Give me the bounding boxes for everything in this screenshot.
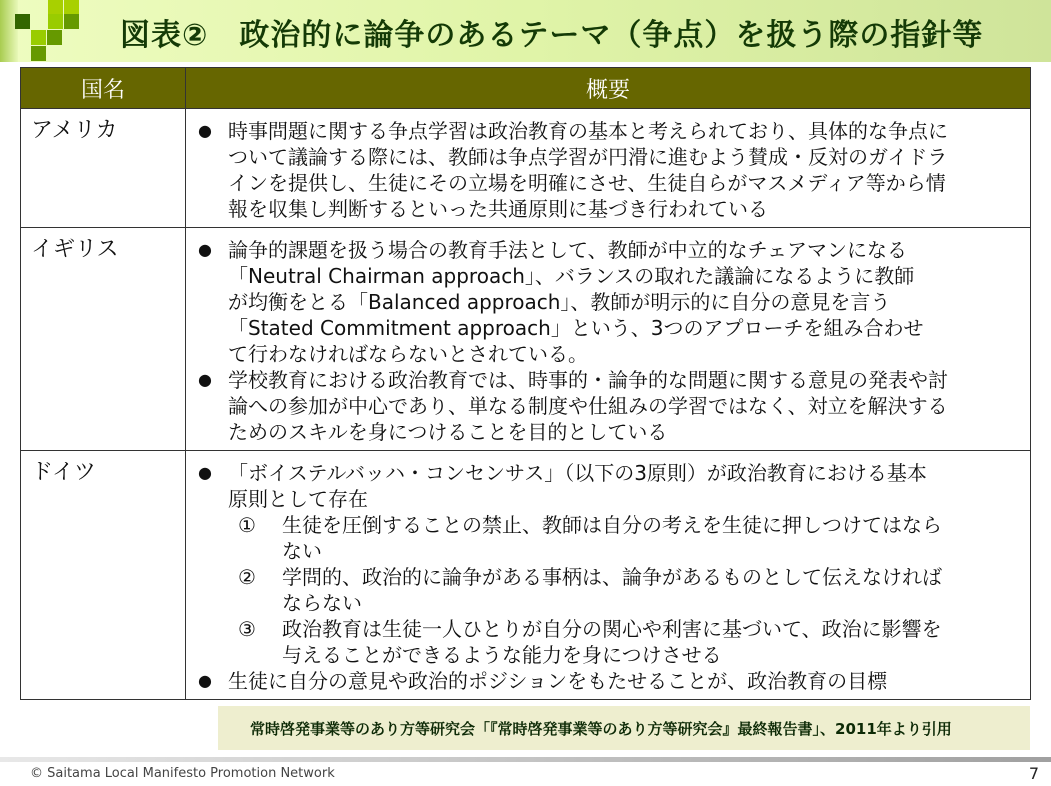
- text-line: 論への参加が中心であり、単なる制度や仕組みの学習ではなく、対立を解決する: [228, 394, 948, 418]
- text-line: ない: [282, 539, 322, 563]
- summary-cell: [186, 451, 1031, 700]
- table-row: [21, 451, 1031, 700]
- text-line: 「ボイステルバッハ・コンセンサス」（以下の3原則）が政治教育における基本: [228, 461, 927, 485]
- footer-divider: [0, 757, 1051, 762]
- deco-square: [64, 14, 79, 29]
- header-country: 国名: [21, 68, 186, 109]
- principle-number: ①: [238, 513, 256, 537]
- comparison-table: [20, 67, 1031, 700]
- page-number: 7: [1028, 764, 1039, 783]
- text-line: 時事問題に関する争点学習は政治教育の基本と考えられており、具体的な争点に: [228, 119, 948, 143]
- text-line: 生徒を圧倒することの禁止、教師は自分の考えを生徒に押しつけてはなら: [282, 513, 942, 537]
- text-line: ためのスキルを身につけることを目的としている: [228, 420, 668, 444]
- country-cell: イギリス: [21, 228, 186, 451]
- principle-item: [198, 512, 1030, 564]
- principle-item: [198, 616, 1030, 668]
- principle-number: ②: [238, 565, 256, 589]
- deco-square: [64, 0, 79, 15]
- deco-square: [31, 46, 46, 61]
- bullet-item: [198, 460, 1030, 512]
- bullet-item: [198, 367, 1030, 445]
- bullet-icon: ●: [198, 121, 212, 140]
- bullet-item: [198, 237, 1030, 367]
- text-line: 「Neutral Chairman approach」、バランスの取れた議論になるように教師: [228, 264, 915, 288]
- bullet-icon: ●: [198, 671, 212, 690]
- deco-square: [47, 30, 62, 45]
- country-cell: ドイツ: [21, 451, 186, 700]
- text-line: 学問的、政治的に論争がある事柄は、論争があるものとして伝えなければ: [282, 565, 942, 589]
- header-summary: 概要: [186, 68, 1031, 109]
- bullet-item: [198, 668, 1030, 694]
- text-line: 論争的課題を扱う場合の教育手法として、教師が中立的なチェアマンになる: [228, 238, 907, 262]
- text-line: 原則として存在: [228, 487, 368, 511]
- summary-cell: [186, 109, 1031, 228]
- bullet-item: [198, 118, 1030, 222]
- footer-copyright: © Saitama Local Manifesto Promotion Network: [30, 766, 335, 781]
- principle-item: [198, 564, 1030, 616]
- bullet-icon: ●: [198, 370, 212, 389]
- text-line: 生徒に自分の意見や政治的ポジションをもたせることが、政治教育の目標: [228, 669, 888, 693]
- deco-square: [48, 0, 63, 15]
- text-line: 「Stated Commitment approach」という、3つのアプローチを組み合わせ: [228, 316, 924, 340]
- citation: 常時啓発事業等のあり方等研究会「『常時啓発事業等のあり方等研究会』最終報告書」、2011年より引用: [218, 706, 1030, 750]
- text-line: 報を収集し判断するといった共通原則に基づき行われている: [228, 197, 768, 221]
- text-line: が均衡をとる「Balanced approach」、教師が明示的に自分の意見を言う: [228, 290, 891, 314]
- bullet-icon: ●: [198, 463, 212, 482]
- title-bar: [0, 0, 1051, 62]
- text-line: 学校教育における政治教育では、時事的・論争的な問題に関する意見の発表や討: [228, 368, 948, 392]
- title-shade: [0, 0, 18, 62]
- table-row: [21, 228, 1031, 451]
- text-line: 与えることができるような能力を身につけさせる: [282, 643, 722, 667]
- deco-square: [48, 14, 63, 29]
- deco-square: [31, 30, 46, 45]
- principle-number: ③: [238, 617, 256, 641]
- summary-cell: [186, 228, 1031, 451]
- text-line: て行わなければならないとされている。: [228, 342, 588, 366]
- country-cell: アメリカ: [21, 109, 186, 228]
- bullet-icon: ●: [198, 240, 212, 259]
- text-line: ならない: [282, 591, 362, 615]
- text-line: インを提供し、生徒にその立場を明確にさせ、生徒自らがマスメディア等から情: [228, 171, 946, 195]
- table-row: [21, 109, 1031, 228]
- text-line: ついて議論する際には、教師は争点学習が円滑に進むよう賛成・反対のガイドラ: [228, 145, 948, 169]
- text-line: 政治教育は生徒一人ひとりが自分の関心や利害に基づいて、政治に影響を: [282, 617, 942, 641]
- deco-square: [15, 14, 30, 29]
- slide-title: 図表② 政治的に論争のあるテーマ（争点）を扱う際の指針等: [120, 18, 984, 53]
